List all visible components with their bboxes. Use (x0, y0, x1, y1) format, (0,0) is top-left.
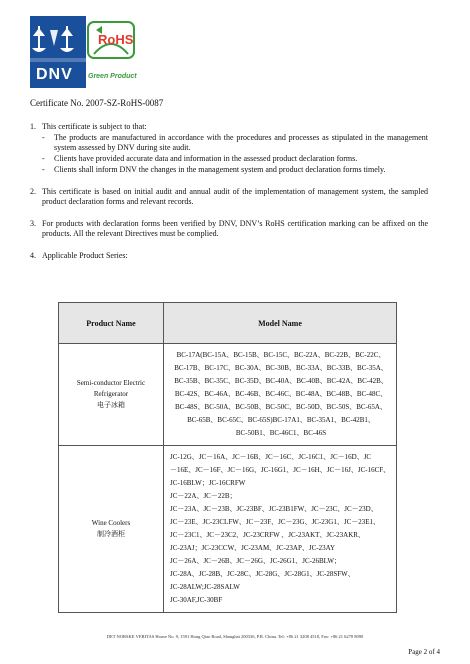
product-name-line: Semi-conductor Electric (76, 379, 146, 387)
sub-item (42, 165, 428, 175)
dnv-logo-text: DNV (36, 66, 73, 83)
model-line: BC-17A(BC-15A、BC-15B、BC-15C、BC-22A、BC-22B、BC-22C、 (176, 351, 386, 359)
model-line: BC-50B1、BC-46C1、BC-46S (235, 429, 327, 437)
certificate-number: Certificate No. 2007-SZ-RoHS-0087 (30, 98, 164, 108)
list-item (30, 251, 428, 261)
model-line: JC－22A、JC－22B； (170, 492, 237, 500)
item-text: This certificate is subject to that: (42, 122, 147, 131)
model-name-cell (164, 344, 397, 446)
model-line: BC-42S、BC-46A、BC-46B、BC-46C、BC-48A、BC-48B、BC-48C、 (174, 390, 388, 398)
item-number: 2. (30, 187, 36, 196)
sub-item (42, 154, 428, 164)
model-line: JC－23C1、JC－23C2、JC-23CRFW 、JC-23AKT、JC-23AKR、 (170, 531, 365, 539)
conditions-list (30, 122, 428, 273)
model-line: BC-35B、BC-35C、BC-35D、BC-40A、BC-40B、BC-42A、BC-42B、 (174, 377, 388, 385)
table-row (59, 344, 397, 446)
dash-bullet: - (42, 165, 45, 174)
model-line: JC－23E、JC-23CLFW、JC－23F、JC－23G、JC-23G1、JC－23E1、 (170, 518, 381, 526)
product-name-line: 电子冰箱 (97, 401, 125, 409)
sub-item-text: Clients shall inform DNV the changes in the management system and product declaration forms timely. (54, 165, 386, 174)
product-name-line: Wine Coolers (91, 519, 131, 527)
model-line: JC-16BLW；JC-16CRFW (170, 479, 246, 487)
model-line: JC-23AJ；JC-23CCW、JC-23AM、JC-23AP、JC-23AY (170, 544, 336, 552)
page-number: Page 2 of 4 (408, 648, 440, 656)
item-number: 4. (30, 251, 36, 260)
product-name-line: Refrigerator (93, 390, 129, 398)
item-text: Applicable Product Series: (42, 251, 128, 260)
dnv-rohs-logo (30, 16, 136, 88)
product-name-header: Product Name (59, 303, 164, 344)
table-header-row (59, 303, 397, 344)
dash-bullet: - (42, 154, 45, 163)
sub-item-text: The products are manufactured in accordance with the procedures and processes as stipulated in the management system assessed by DNV during site audit. (54, 133, 428, 152)
item-text: For products with declaration forms been verified by DNV, DNV’s RoHS certification marking can be affixed on the products. All the relevant Directives must be complied. (42, 219, 428, 238)
item-number: 1. (30, 122, 36, 131)
model-line: JC-12G、JC－16A、JC－16B、JC－16C、JC-16C1、JC－16D、JC (170, 453, 372, 461)
model-name-cell (164, 446, 397, 613)
model-line: BC-65B、BC-65C、BC-65S)BC-17A1、BC-35A1、BC-42B1、 (187, 416, 375, 424)
product-name-cell (59, 344, 164, 446)
item-number: 3. (30, 219, 36, 228)
model-line: JC-30AF,JC-30BF (170, 596, 223, 604)
product-name-cell (59, 446, 164, 613)
green-product-text: Green Product (88, 73, 137, 80)
model-line: －16E、JC－16F、JC－16G、JC-16G1、JC－16H、JC－16J、JC-16CF、 (170, 466, 391, 474)
dash-bullet: - (42, 133, 45, 142)
model-line: JC-28A、JC-28B、JC-28C、JC-28G、JC-28G1、JC-28SFW、 (170, 570, 355, 578)
list-item (30, 187, 428, 207)
sub-item (42, 133, 428, 153)
model-line: BC-48S、BC-50A、BC-50B、BC-50C、BC-50D、BC-50S、BC-65A、 (175, 403, 387, 411)
rohs-badge-text: RoHS (98, 32, 134, 47)
product-series-table (58, 302, 397, 613)
item-text: This certificate is based on initial audit and annual audit of the implementation of management system, the sampled product declaration forms and relevant records. (42, 187, 428, 206)
product-series-table-container (58, 302, 397, 613)
table-row (59, 446, 397, 613)
product-name-line: 制冷酒柜 (97, 530, 125, 538)
model-line: JC－23A、JC－23B、JC-23BF、JC-23B1FW、JC－23C、JC－23D、 (170, 505, 378, 513)
model-name-header: Model Name (164, 303, 397, 344)
list-item (30, 122, 428, 175)
model-line: JC－26A、JC－26B、JC－26G、JC-26G1、JC-26BLW； (170, 557, 341, 565)
footer-address: DET NORSKE VERITAS House No. 9, 1591 Hong Qiao Road, Shanghai 200336, P.R. China. Tel: +86 21 3208 4518, Fax: +86 21 6278 8090 (106, 634, 364, 639)
model-line: BC-17B、BC-17C、BC-30A、BC-30B、BC-33A、BC-33B、BC-35A、 (174, 364, 388, 372)
sub-item-text: Clients have provided accurate data and information in the assessed product declaration forms. (54, 154, 358, 163)
list-item (30, 219, 428, 239)
model-line: JC-28ALW;JC-28SALW (170, 583, 240, 591)
